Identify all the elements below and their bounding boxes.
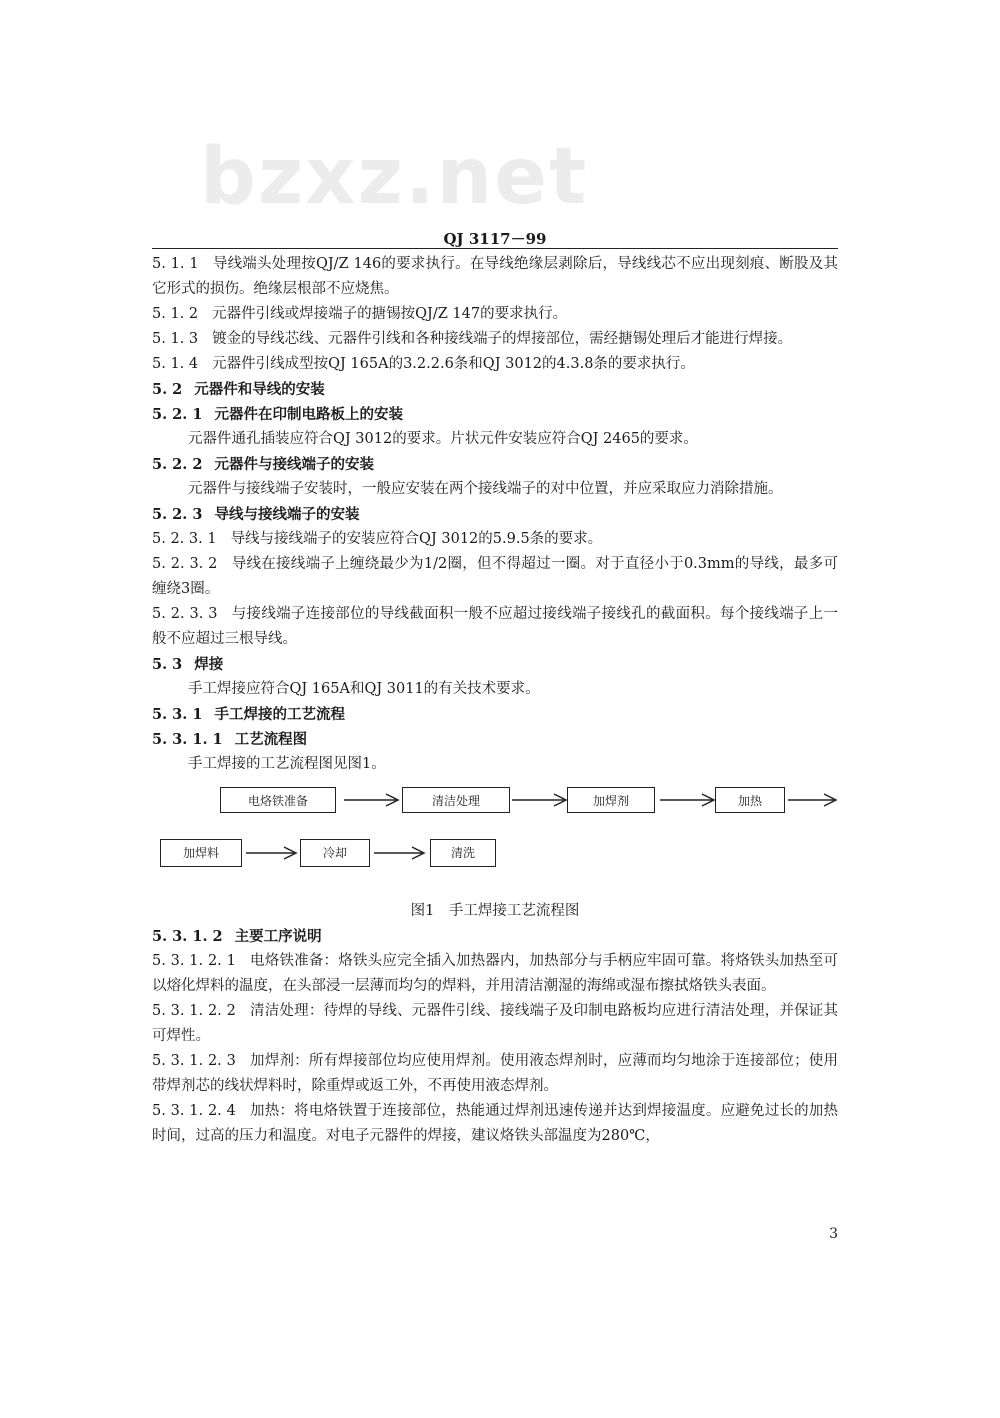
process-flow-diagram <box>152 779 838 899</box>
clause-number: 5. 2. 3. 3 <box>152 606 218 622</box>
clause <box>152 352 838 377</box>
clause-text: 元器件引线成型按QJ 165A的3.2.2.6条和QJ 3012的4.3.8条的要求执行。 <box>212 356 695 372</box>
paragraph: 手工焊接的工艺流程图见图1。 <box>188 756 386 772</box>
clause <box>152 527 838 552</box>
clause-text: 与接线端子连接部位的导线截面积一般不应超过接线端子接线孔的截面积。每个接线端子上一般不应超过三根导线。 <box>152 606 839 647</box>
clause <box>152 1099 838 1149</box>
header-rule <box>152 248 838 249</box>
flow-arrow <box>244 842 300 864</box>
flow-arrow <box>510 789 570 811</box>
paragraph: 元器件与接线端子安装时，一般应安装在两个接线端子的对中位置，并应采取应力消除措施。 <box>188 481 783 497</box>
clause-number: 5. 1. 1 <box>152 256 199 272</box>
clause-text: 元器件引线或焊接端子的搪锡按QJ/Z 147的要求执行。 <box>212 306 568 322</box>
clause-number: 5. 1. 2 <box>152 306 199 322</box>
flow-arrow <box>658 789 718 811</box>
section-heading <box>152 652 838 677</box>
section-title: 元器件在印制电路板上的安装 <box>214 406 403 423</box>
section-title: 手工焊接的工艺流程 <box>214 706 345 723</box>
clause-number: 5. 3. 1. 2. 1 <box>152 953 236 969</box>
section-number: 5. 2 <box>152 381 183 398</box>
clause-number: 5. 2. 3. 2 <box>152 556 218 572</box>
section-heading <box>152 702 838 727</box>
flow-step-iron-prep: 电烙铁准备 <box>220 787 336 813</box>
clause <box>152 252 838 302</box>
section-title: 焊接 <box>194 656 224 673</box>
clause-text: 电烙铁准备：烙铁头应完全插入加热器内，加热部分与手柄应牢固可靠。将烙铁头加热至可以熔化焊料的温度，在头部浸一层薄而均匀的焊料，并用清洁潮湿的海绵或湿布擦拭烙铁头表面。 <box>152 953 839 994</box>
clause-text: 加热：将电烙铁置于连接部位，热能通过焊剂迅速传递并达到焊接温度。应避免过长的加热时间，过高的压力和温度。对电子元器件的焊接，建议烙铁头部温度为280℃， <box>152 1103 839 1144</box>
section-number: 5. 2. 2 <box>152 456 203 473</box>
flow-step-cleaning: 清洁处理 <box>402 787 510 813</box>
clause <box>152 302 838 327</box>
section-heading <box>152 402 838 427</box>
clause-text: 加焊剂：所有焊接部位均应使用焊剂。使用液态焊剂时，应薄而均匀地涂于连接部位；使用带焊剂芯的线状焊料时，除重焊或返工外，不再使用液态焊剂。 <box>152 1053 839 1094</box>
section-title: 元器件和导线的安装 <box>194 381 325 398</box>
clause-text: 清洁处理：待焊的导线、元器件引线、接线端子及印制电路板均应进行清洁处理，并保证其可焊性。 <box>152 1003 839 1044</box>
flow-arrow <box>372 842 428 864</box>
section-title: 元器件与接线端子的安装 <box>214 456 374 473</box>
section-number: 5. 2. 1 <box>152 406 203 423</box>
flow-arrow <box>342 789 402 811</box>
flow-step-add-solder: 加焊料 <box>160 839 242 867</box>
clause <box>152 327 838 352</box>
clause <box>152 949 838 999</box>
section-heading <box>152 924 838 949</box>
section-heading <box>152 502 838 527</box>
clause-number: 5. 3. 1. 2. 3 <box>152 1053 236 1069</box>
section-heading <box>152 727 838 752</box>
flow-step-heating: 加热 <box>715 787 785 813</box>
section-number: 5. 3. 1 <box>152 706 203 723</box>
section-title: 导线与接线端子的安装 <box>214 506 360 523</box>
watermark: bzxz.net <box>200 132 589 222</box>
clause <box>152 552 838 602</box>
clause-number: 5. 1. 3 <box>152 331 199 347</box>
clause <box>152 1049 838 1099</box>
clause-text: 导线在接线端子上缠绕最少为1/2圈，但不得超过一圈。对于直径小于0.3mm的导线，最多可缠绕3圈。 <box>152 556 838 597</box>
document-body <box>152 252 838 1149</box>
clause-text: 导线与接线端子的安装应符合QJ 3012的5.9.5条的要求。 <box>230 531 603 547</box>
figure-caption: 图1 手工焊接工艺流程图 <box>410 903 580 919</box>
clause-number: 5. 2. 3. 1 <box>152 531 217 547</box>
clause-text: 导线端头处理按QJ/Z 146的要求执行。在导线绝缘层剥除后，导线线芯不应出现刻痕、断股及其它形式的损伤。绝缘层根部不应烧焦。 <box>152 256 838 297</box>
section-number: 5. 3 <box>152 656 183 673</box>
flow-step-washing: 清洗 <box>430 839 496 867</box>
section-number: 5. 3. 1. 2 <box>152 928 223 945</box>
section-heading <box>152 452 838 477</box>
section-heading <box>152 377 838 402</box>
section-number: 5. 2. 3 <box>152 506 203 523</box>
paragraph: 元器件通孔插装应符合QJ 3012的要求。片状元件安装应符合QJ 2465的要求。 <box>188 431 698 447</box>
flow-arrow <box>786 789 838 811</box>
flow-step-add-flux: 加焊剂 <box>567 787 655 813</box>
clause-number: 5. 3. 1. 2. 2 <box>152 1003 236 1019</box>
clause-text: 镀金的导线芯线、元器件引线和各种接线端子的焊接部位，需经搪锡处理后才能进行焊接。 <box>212 331 793 347</box>
flow-step-cooling: 冷却 <box>300 839 370 867</box>
section-title: 工艺流程图 <box>234 731 308 748</box>
paragraph: 手工焊接应符合QJ 165A和QJ 3011的有关技术要求。 <box>188 681 540 697</box>
clause-number: 5. 1. 4 <box>152 356 199 372</box>
clause-number: 5. 3. 1. 2. 4 <box>152 1103 236 1119</box>
section-title: 主要工序说明 <box>234 928 322 945</box>
page-number: 3 <box>829 1226 838 1242</box>
clause <box>152 999 838 1049</box>
section-number: 5. 3. 1. 1 <box>152 731 223 748</box>
clause <box>152 602 838 652</box>
standard-code-header: QJ 3117－99 <box>443 230 547 248</box>
